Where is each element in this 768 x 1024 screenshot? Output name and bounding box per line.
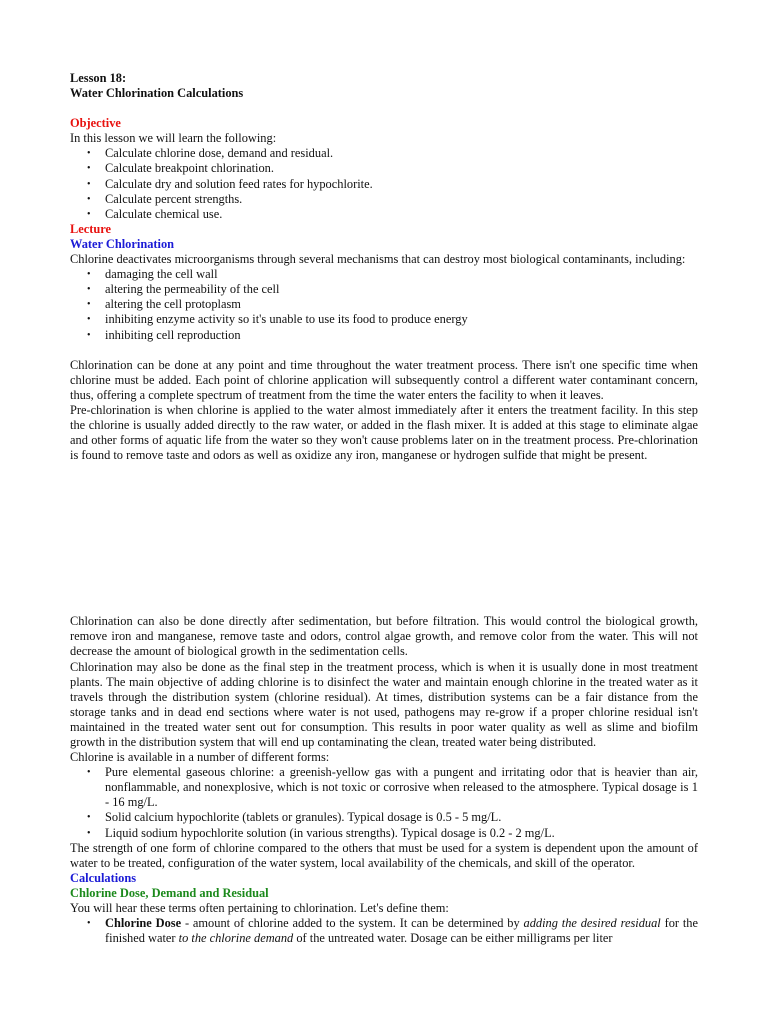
lecture-intro: Chlorine deactivates microorganisms through several mechanisms that can destroy most biological contaminants, including: [70,252,686,267]
list-item: • inhibiting cell reproduction [70,328,698,343]
list-item: • Calculate breakpoint chlorination. [70,161,698,176]
list-item: • Calculate dry and solution feed rates for hypochlorite. [70,177,698,192]
paragraph: Chlorination can also be done directly after sedimentation, but before filtration. This would control the biological growth, remove iron and manganese, remove taste and odors, control algae growth, and remove color from the water. This will not decrease the amount of biological growth in the sedimentation cells. [70,614,698,659]
dose-demand-residual-heading: Chlorine Dose, Demand and Residual [70,885,269,900]
forms-intro: Chlorine is available in a number of different forms: [70,750,330,765]
calculations-intro: You will hear these terms often pertaining to chlorination. Let's define them: [70,901,449,916]
mechanisms-list [70,267,698,342]
definition-emphasis: to the chlorine demand [178,931,294,946]
paragraph: Chlorination can be done at any point and time throughout the water treatment process. There isn't one specific time when chlorine must be added. Each point of chlorine application will subsequently control a different water contaminant concern, thus, offering a complete spectrum of treatment from the time the water enters the facility to when it leaves. [70,357,698,402]
paragraph: Pre-chlorination is when chlorine is applied to the water almost immediately after it enters the treatment facility. In this step the chlorine is usually added directly to the raw water, or added in the flash mixer. It is added at this stage to eliminate algae and other forms of aquatic life from the water so they won't cause problems later on in the treatment process. Pre-chlorination is found to remove taste and odors as well as oxidize any iron, manganese or hydrogen sulfide that might be present. [70,402,698,463]
list-item [70,916,698,946]
lesson-number: Lesson 18: [70,71,127,85]
lesson-title: Water Chlorination Calculations [70,86,244,101]
list-item: • Calculate chlorine dose, demand and residual. [70,146,698,161]
list-item: • damaging the cell wall [70,267,698,282]
list-item: • Pure elemental gaseous chlorine: a greenish-yellow gas with a pungent and irritating odor that is heavier than air, nonflammable, and nonexplosive, which is not toxic or corrosive when released to the atmosphere. Typical dosage is 1 - 16 mg/L. [70,765,698,810]
blank-area [70,463,698,614]
spacer [70,343,698,358]
paragraph: The strength of one form of chlorine compared to the others that must be used for a system is dependent upon the amount of water to be treated, configuration of the water system, local availability of the chemicals, and skill of the operator. [70,840,698,870]
calculations-heading: Calculations [70,870,137,885]
definitions-list [70,916,698,946]
objective-list [70,146,698,221]
lecture-heading: Lecture [70,221,112,236]
definition-emphasis: adding the desired residual [523,916,661,931]
water-chlorination-heading: Water Chlorination [70,236,175,251]
definition-text: of the untreated water. Dosage can be either milligrams per liter [293,931,613,946]
objective-heading: Objective [70,116,121,131]
document-page [70,71,698,946]
list-item: • altering the permeability of the cell [70,282,698,297]
objective-intro: In this lesson we will learn the following: [70,131,277,146]
definition-text: - amount of chlorine added to the system. It can be determined by [181,916,524,931]
definition-text: for the finished water [105,916,699,946]
list-item: • altering the cell protoplasm [70,297,698,312]
list-item: • inhibiting enzyme activity so it's unable to use its food to produce energy [70,312,698,327]
list-item: • Calculate percent strengths. [70,192,698,207]
list-item: • Liquid sodium hypochlorite solution (in various strengths). Typical dosage is 0.2 - 2 mg/L. [70,826,698,841]
list-item: • Calculate chemical use. [70,207,698,222]
definition-term: Chlorine Dose [105,916,182,931]
spacer [70,101,698,116]
forms-list [70,765,698,840]
paragraph: Chlorination may also be done as the final step in the treatment process, which is when it is usually done in most treatment plants. The main objective of adding chlorine is to disinfect the water and maintain enough chlorine in the treated water as it travels through the distribution system (chlorine residual). At times, distribution systems can be a fair distance from the storage tanks and in dead end sections where water is not used, pathogens may re-grow if a proper chlorine residual isn't maintained in the treated water sent out for consumption. This results in poor water quality as well as slime and biofilm growth in the distribution system that will end up contaminating the clean, treated water being distributed. [70,659,698,749]
list-item: • Solid calcium hypochlorite (tablets or granules). Typical dosage is 0.5 - 5 mg/L. [70,810,698,825]
